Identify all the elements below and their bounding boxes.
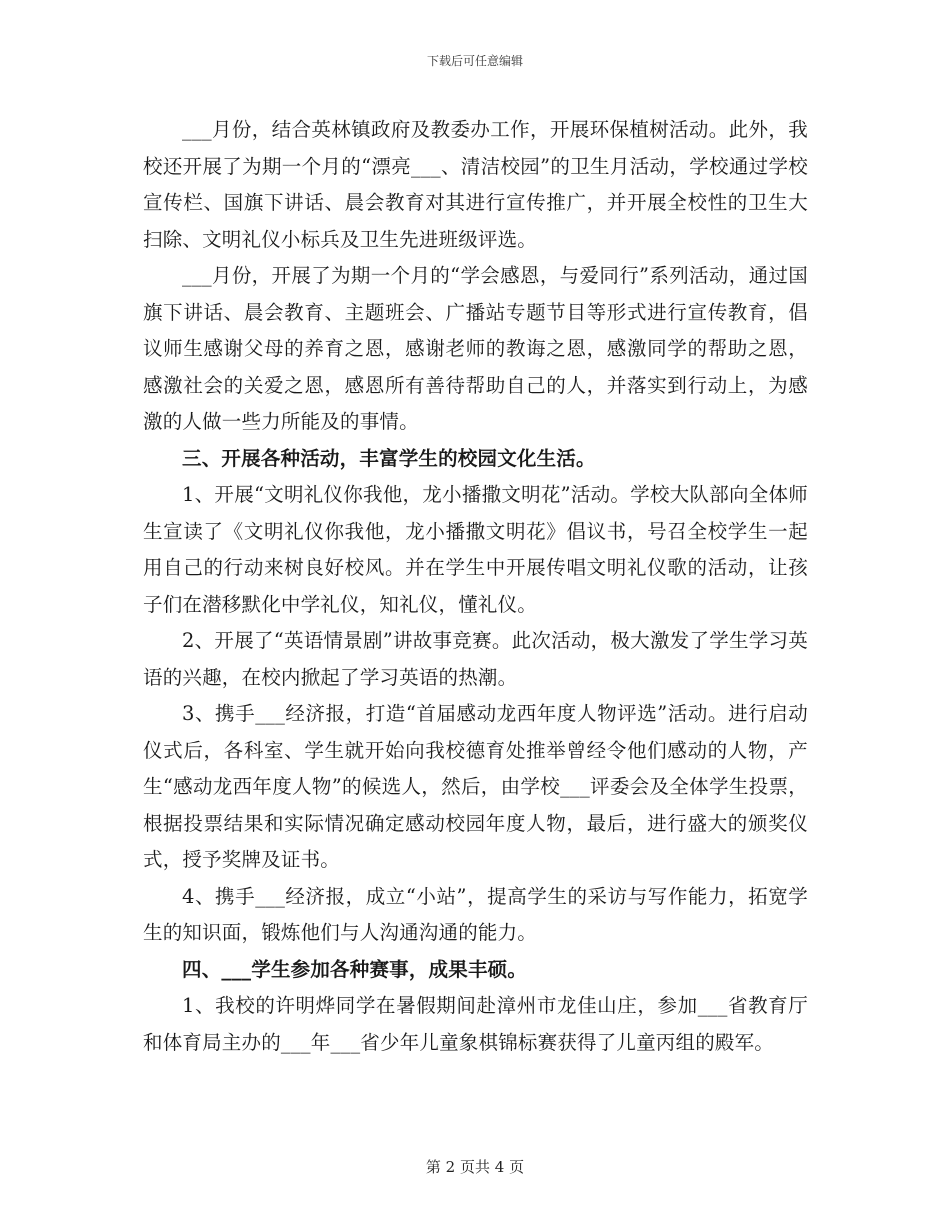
paragraph-person-of-year: 3、携手___经济报，打造“首届感动龙西年度人物评选”活动。进行启动仪式后，各科室、学生就开始向我校德育处推举曾经令他们感动的人物，产生“感动龙西年度人物”的候选人，然后，由学校___评委会及全体学生投票，根据投票结果和实际情况确定感动校园年度人物，最后，进行盛大的颁奖仪式，授予奖牌及证书。 — [143, 702, 808, 871]
page-header-note: 下载后可任意编辑 — [426, 54, 523, 68]
section-heading-3: 三、开展各种活动，丰富学生的校园文化生活。 — [182, 446, 596, 470]
paragraph-reporter-station: 4、携手___经济报，成立“小站”，提高学生的采访与写作能力，拓宽学生的知识面，锻炼他们与人沟通沟通的能力。 — [143, 884, 808, 944]
section-heading-4: 四、___学生参加各种赛事，成果丰硕。 — [182, 957, 528, 981]
paragraph-chess-award: 1、我校的许明烨同学在暑假期间赴漳州市龙佳山庄，参加___省教育厅和体育局主办的___年___省少年儿童象棋锦标赛获得了儿童丙组的殿军。 — [143, 994, 808, 1054]
paragraph-tree-planting: ___月份，结合英林镇政府及教委办工作，开展环保植树活动。此外，我校还开展了为期一个月的“漂亮___、清洁校园”的卫生月活动，学校通过学校宣传栏、国旗下讲话、晨会教育对其进行宣传推广，并开展全校性的卫生大扫除、文明礼仪小标兵及卫生先进班级评选。 — [143, 118, 808, 251]
document-body — [143, 112, 808, 1061]
page-number: 第 2 页共 4 页 — [425, 1158, 525, 1176]
paragraph-etiquette-activity: 1、开展“文明礼仪你我他，龙小播撒文明花”活动。学校大队部向全体师生宣读了《文明礼仪你我他，龙小播撒文明花》倡议书，号召全校学生一起用自己的行动来树良好校风。并在学生中开展传唱文明礼仪歌的活动，让孩子们在潜移默化中学礼仪，知礼仪，懂礼仪。 — [143, 483, 808, 616]
paragraph-english-drama: 2、开展了“英语情景剧”讲故事竞赛。此次活动，极大激发了学生学习英语的兴趣，在校内掀起了学习英语的热潮。 — [143, 629, 808, 689]
paragraph-gratitude-activity: ___月份，开展了为期一个月的“学会感恩，与爱同行”系列活动，通过国旗下讲话、晨会教育、主题班会、广播站专题节目等形式进行宣传教育，倡议师生感谢父母的养育之恩，感谢老师的教诲之恩，感激同学的帮助之恩，感激社会的关爱之恩，感恩所有善待帮助自己的人，并落实到行动上，为感激的人做一些力所能及的事情。 — [143, 264, 808, 433]
